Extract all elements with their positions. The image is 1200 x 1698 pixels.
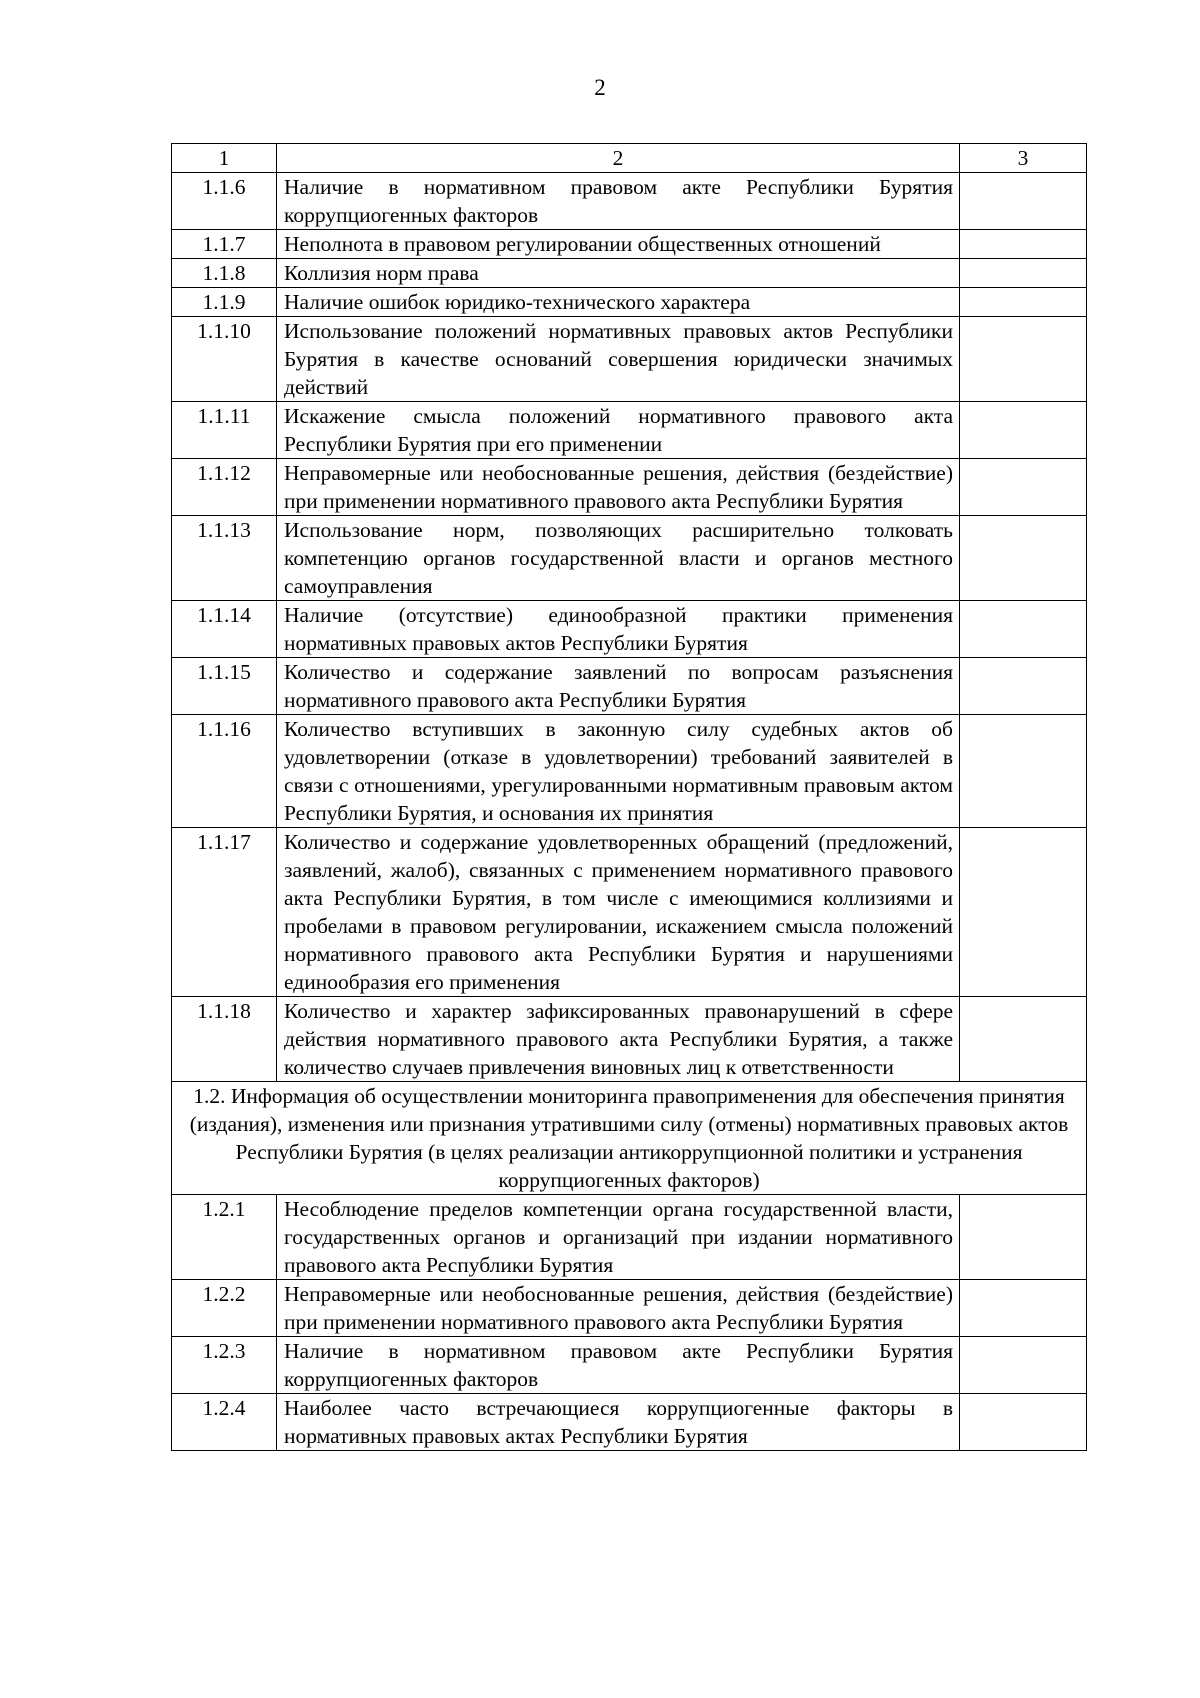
table-row	[172, 828, 1087, 997]
table-row	[172, 173, 1087, 230]
row-number: 1.1.14	[172, 601, 277, 658]
row-number: 1.1.11	[172, 402, 277, 459]
table-row	[172, 459, 1087, 516]
row-value-cell	[960, 230, 1087, 259]
row-value-cell	[960, 173, 1087, 230]
row-value-cell	[960, 715, 1087, 828]
row-description: Искажение смысла положений нормативного правового акта Республики Бурятия при его применении	[277, 402, 960, 459]
row-description: Наиболее часто встречающиеся коррупциогенные факторы в нормативных правовых актах Республики Бурятия	[277, 1394, 960, 1451]
row-number: 1.1.12	[172, 459, 277, 516]
row-value-cell	[960, 1195, 1087, 1280]
table-row	[172, 1195, 1087, 1280]
row-value-cell	[960, 402, 1087, 459]
row-value-cell	[960, 288, 1087, 317]
monitoring-table	[171, 143, 1087, 1451]
row-value-cell	[960, 1337, 1087, 1394]
section-heading-row	[172, 1082, 1087, 1195]
column-header-3: 3	[960, 144, 1087, 173]
table-row	[172, 402, 1087, 459]
table-row	[172, 601, 1087, 658]
row-value-cell	[960, 658, 1087, 715]
row-description: Неправомерные или необоснованные решения, действия (бездействие) при применении нормативного правового акта Республики Бурятия	[277, 459, 960, 516]
table-row	[172, 317, 1087, 402]
section-heading: 1.2. Информация об осуществлении мониторинга правоприменения для обеспечения принятия (издания), изменения или признания утратившими силу (отмены) нормативных правовых актов Республики Бурятия (в целях реализации антикоррупционной политики и устранения коррупциогенных факторов)	[172, 1082, 1087, 1195]
row-value-cell	[960, 516, 1087, 601]
row-description: Количество и содержание заявлений по вопросам разъяснения нормативного правового акта Республики Бурятия	[277, 658, 960, 715]
row-description: Неполнота в правовом регулировании общественных отношений	[277, 230, 960, 259]
row-number: 1.2.4	[172, 1394, 277, 1451]
row-value-cell	[960, 601, 1087, 658]
header-row	[172, 144, 1087, 173]
table-row	[172, 997, 1087, 1082]
row-value-cell	[960, 259, 1087, 288]
row-value-cell	[960, 1394, 1087, 1451]
table-row	[172, 230, 1087, 259]
row-value-cell	[960, 317, 1087, 402]
row-number: 1.1.15	[172, 658, 277, 715]
table-row	[172, 516, 1087, 601]
row-description: Несоблюдение пределов компетенции органа государственной власти, государственных органов и организаций при издании нормативного правового акта Республики Бурятия	[277, 1195, 960, 1280]
row-description: Наличие ошибок юридико-технического характера	[277, 288, 960, 317]
row-description: Коллизия норм права	[277, 259, 960, 288]
row-description: Наличие в нормативном правовом акте Республики Бурятия коррупциогенных факторов	[277, 173, 960, 230]
table-row	[172, 715, 1087, 828]
row-number: 1.2.1	[172, 1195, 277, 1280]
table-row	[172, 288, 1087, 317]
row-value-cell	[960, 459, 1087, 516]
row-number: 1.1.16	[172, 715, 277, 828]
row-value-cell	[960, 828, 1087, 997]
row-description: Количество вступивших в законную силу судебных актов об удовлетворении (отказе в удовлетворении) требований заявителей в связи с отношениями, урегулированными нормативным правовым актом Республики Бурятия, и основания их принятия	[277, 715, 960, 828]
table-row	[172, 1280, 1087, 1337]
row-description: Количество и содержание удовлетворенных обращений (предложений, заявлений, жалоб), связанных с применением нормативного правового акта Республики Бурятия, в том числе с имеющимися коллизиями и пробелами в правовом регулировании, искажением смысла положений нормативного правового акта Республики Бурятия и нарушениями единообразия его применения	[277, 828, 960, 997]
row-number: 1.1.6	[172, 173, 277, 230]
row-number: 1.1.18	[172, 997, 277, 1082]
row-number: 1.1.9	[172, 288, 277, 317]
page-number: 2	[594, 75, 606, 100]
row-number: 1.1.17	[172, 828, 277, 997]
table-row	[172, 658, 1087, 715]
row-description: Наличие в нормативном правовом акте Республики Бурятия коррупциогенных факторов	[277, 1337, 960, 1394]
row-description: Использование положений нормативных правовых актов Республики Бурятия в качестве оснований совершения юридически значимых действий	[277, 317, 960, 402]
row-number: 1.2.2	[172, 1280, 277, 1337]
row-value-cell	[960, 1280, 1087, 1337]
column-header-2: 2	[277, 144, 960, 173]
row-description: Количество и характер зафиксированных правонарушений в сфере действия нормативного правового акта Республики Бурятия, а также количество случаев привлечения виновных лиц к ответственности	[277, 997, 960, 1082]
table-row	[172, 259, 1087, 288]
table-row	[172, 1337, 1087, 1394]
row-number: 1.1.13	[172, 516, 277, 601]
row-number: 1.1.10	[172, 317, 277, 402]
row-description: Неправомерные или необоснованные решения, действия (бездействие) при применении нормативного правового акта Республики Бурятия	[277, 1280, 960, 1337]
table-row	[172, 1394, 1087, 1451]
row-description: Использование норм, позволяющих расширительно толковать компетенцию органов государственной власти и органов местного самоуправления	[277, 516, 960, 601]
column-header-1: 1	[172, 144, 277, 173]
row-number: 1.2.3	[172, 1337, 277, 1394]
row-number: 1.1.8	[172, 259, 277, 288]
row-description: Наличие (отсутствие) единообразной практики применения нормативных правовых актов Республики Бурятия	[277, 601, 960, 658]
row-value-cell	[960, 997, 1087, 1082]
row-number: 1.1.7	[172, 230, 277, 259]
